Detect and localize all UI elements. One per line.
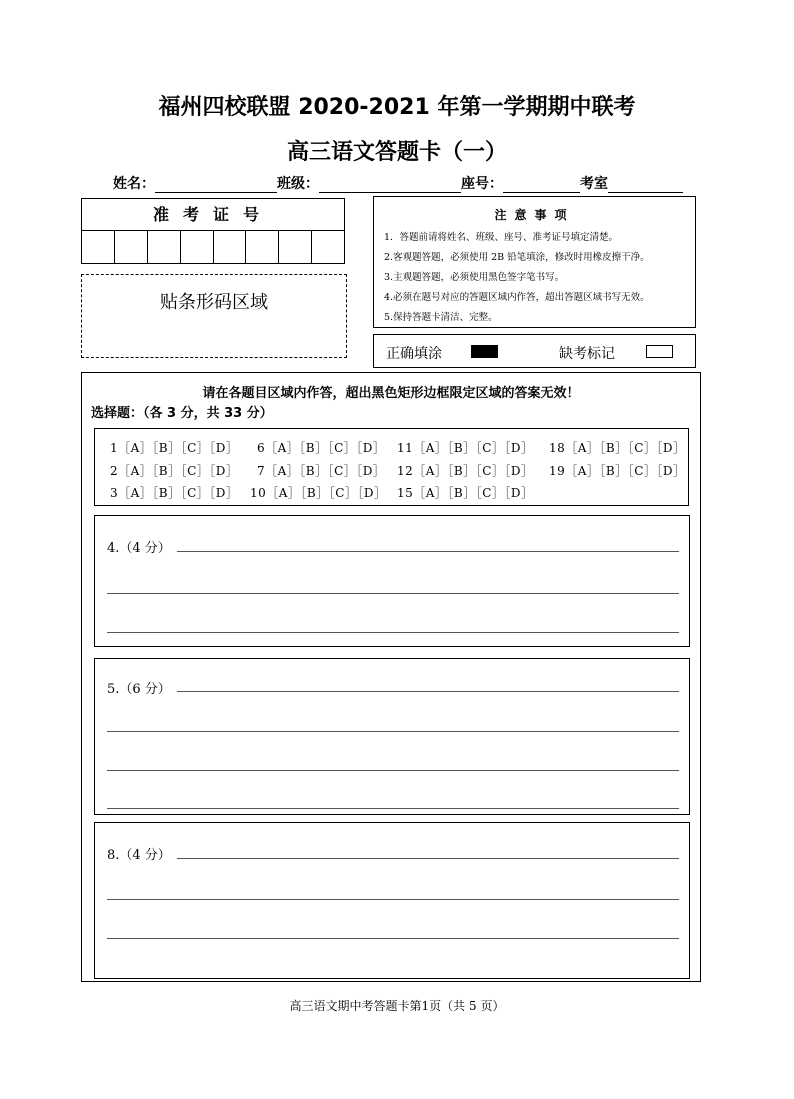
class-label: 班级： [277,176,319,192]
exam-title: 福州四校联盟 2020-2021 年第一学期期中联考 [158,95,636,120]
choice-item-10[interactable]: 10［A］［B］［C］［D］ [250,486,387,500]
answer-line[interactable] [107,770,679,771]
exam-id-cell[interactable] [82,231,115,264]
choice-item-2[interactable]: 2［A］［B］［C］［D］ [110,464,239,478]
choice-item-11[interactable]: 11［A］［B］［C］［D］ [397,441,534,455]
answer-line[interactable] [177,691,679,692]
answer-line[interactable] [107,938,679,939]
answer-sheet-title: 高三语文答题卡（一） [286,140,507,165]
choice-section-label: 选择题：（各 3 分，共 33 分） [91,406,273,421]
notice-item: 4.必须在题号对应的答题区域内作答，超出答题区域书写无效。 [384,292,650,303]
choice-item-6[interactable]: 6［A］［B］［C］［D］ [257,441,386,455]
class-field[interactable] [319,178,461,193]
answer-warning: 请在各题目区域内作答，超出黑色矩形边框限定区域的答案无效！ [202,386,580,401]
question-5-box [94,658,690,815]
choice-item-19[interactable]: 19［A］［B］［C］［D］ [549,464,686,478]
answer-line[interactable] [107,731,679,732]
seat-field[interactable] [503,178,580,193]
notice-item: 3.主观题答题，必须使用黑色签字笔书写。 [384,272,565,283]
correct-fill-sample [471,345,498,358]
choice-item-12[interactable]: 12［A］［B］［C］［D］ [397,464,534,478]
notice-box [373,196,696,328]
choice-item-1[interactable]: 1［A］［B］［C］［D］ [110,441,239,455]
choice-item-7[interactable]: 7［A］［B］［C］［D］ [257,464,386,478]
choice-grid [94,428,689,506]
notice-title: 注意事项 [494,208,575,222]
exam-id-cell[interactable] [246,231,279,264]
exam-id-cells [82,231,344,264]
notice-item: 5.保持答题卡清洁、完整。 [384,312,498,323]
answer-line[interactable] [107,899,679,900]
student-info-row [113,173,683,193]
page-footer: 高三语文期中考答题卡第1页（共 5 页） [289,999,505,1013]
notice-item: 2.客观题答题，必须使用 2B 铅笔填涂，修改时用橡皮擦干净。 [384,252,650,263]
name-label: 姓名： [113,176,155,192]
exam-id-cell[interactable] [148,231,181,264]
room-label: 考室 [580,176,608,192]
absent-mark-box[interactable] [646,345,673,358]
answer-line[interactable] [107,632,679,633]
choice-item-15[interactable]: 15［A］［B］［C］［D］ [397,486,534,500]
question-4-label: 4.（4 分） [107,541,171,556]
answer-line[interactable] [107,808,679,809]
room-field[interactable] [608,178,683,193]
choice-item-3[interactable]: 3［A］［B］［C］［D］ [110,486,239,500]
exam-id-cell[interactable] [312,231,344,264]
question-8-box [94,822,690,979]
fill-legend [373,334,696,368]
exam-id-cell[interactable] [279,231,312,264]
question-5-label: 5.（6 分） [107,682,171,697]
exam-id-cell[interactable] [115,231,148,264]
notice-item: 1．答题前请将姓名、班级、座号、准考证号填定清楚。 [384,232,619,243]
question-4-box [94,515,690,647]
choice-item-18[interactable]: 18［A］［B］［C］［D］ [549,441,686,455]
exam-id-label: 准考证号 [82,199,344,231]
correct-fill-label: 正确填涂 [386,346,442,362]
absent-mark-label: 缺考标记 [559,346,615,362]
exam-id-cell[interactable] [214,231,247,264]
answer-line[interactable] [177,551,679,552]
name-field[interactable] [155,178,277,193]
question-8-label: 8.（4 分） [107,848,171,863]
exam-id-cell[interactable] [181,231,214,264]
barcode-area: 贴条形码区域 [81,274,347,358]
exam-id-box [81,198,345,264]
seat-label: 座号： [461,176,503,192]
answer-line[interactable] [177,858,679,859]
answer-line[interactable] [107,593,679,594]
